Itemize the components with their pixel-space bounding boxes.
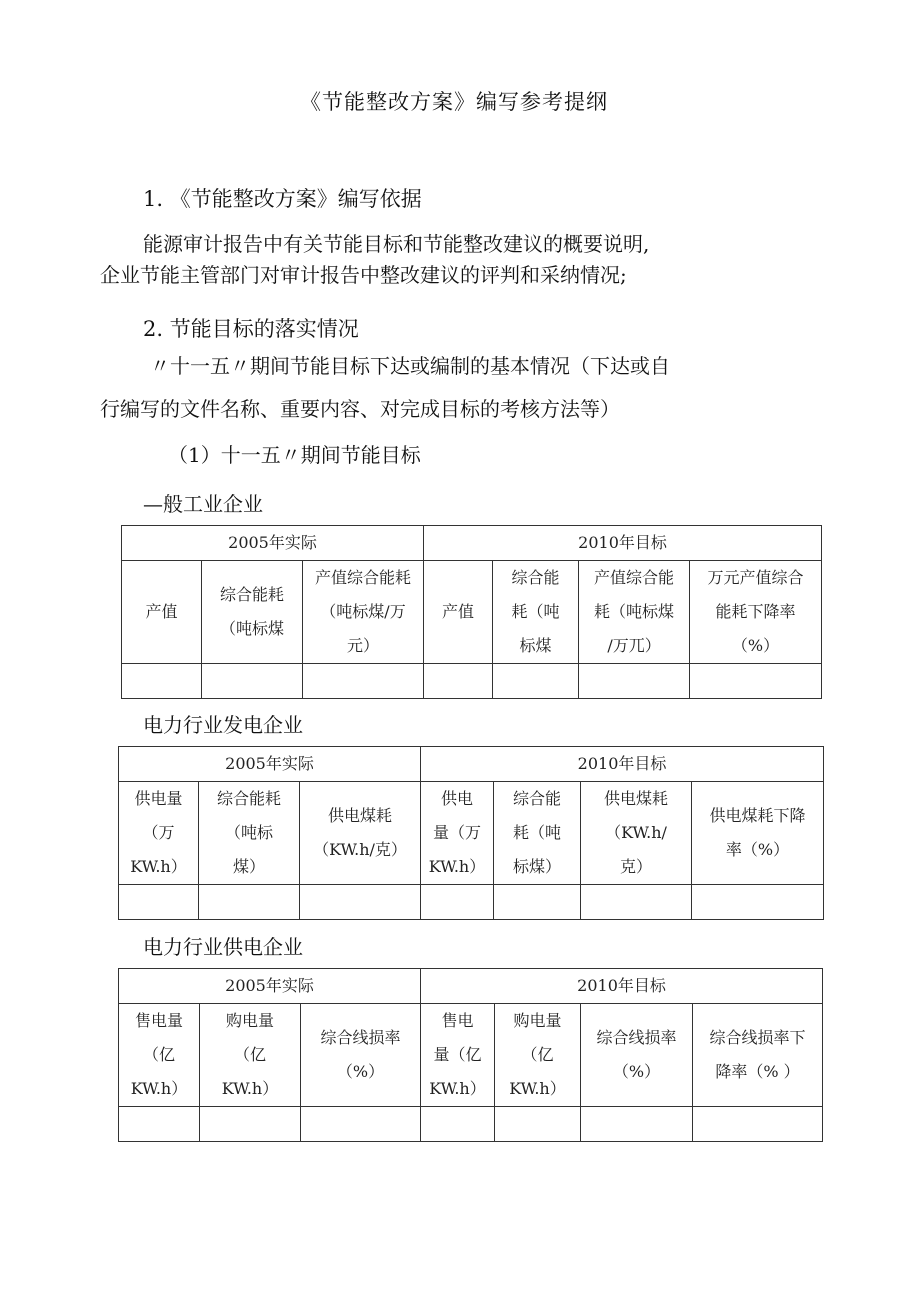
section1-para-line1: 能源审计报告中有关节能目标和节能整改建议的概要说明, xyxy=(143,232,650,256)
table1-header-cell: 产值 xyxy=(122,561,202,664)
table2-empty-cell[interactable] xyxy=(119,885,199,920)
table1-header-cell: 综合能耗 （吨标煤 xyxy=(202,561,303,664)
table1-header-cell: 产值 xyxy=(424,561,493,664)
table2-empty-cell[interactable] xyxy=(199,885,300,920)
table3-empty-cell[interactable] xyxy=(301,1107,421,1142)
table2-group-2005: 2005年实际 xyxy=(119,747,421,782)
table2-group-2010: 2010年目标 xyxy=(421,747,824,782)
table3-header-cell: 综合线损率 （%） xyxy=(581,1004,693,1107)
section1-para-line2: 企业节能主管部门对审计报告中整改建议的评判和采纳情况; xyxy=(100,263,627,287)
table3-header-cell: 综合线损率下 降率（% ） xyxy=(693,1004,823,1107)
table2-header-cell: 综合能 耗（吨 标煤） xyxy=(494,782,581,885)
table1-caption: —般工业企业 xyxy=(143,492,263,516)
section2-para-line2: 行编写的文件名称、重要内容、对完成目标的考核方法等） xyxy=(100,397,620,421)
table3-empty-cell[interactable] xyxy=(581,1107,693,1142)
table1-header-cell: 万元产值综合 能耗下降率 （%） xyxy=(690,561,822,664)
table2-power-generation xyxy=(118,746,824,920)
table2-header-cell: 供电煤耗 （KW.h/ 克） xyxy=(581,782,692,885)
table1-empty-cell[interactable] xyxy=(579,664,690,699)
table2-header-cell: 供电量 （万 KW.h） xyxy=(119,782,199,885)
table2-header-cell: 供电煤耗下降 率（%） xyxy=(692,782,824,885)
table2-header-cell: 供电 量（万 KW.h） xyxy=(421,782,494,885)
table3-caption: 电力行业供电企业 xyxy=(143,935,303,959)
table2-header-cell: 综合能耗 （吨标 煤） xyxy=(199,782,300,885)
table3-empty-cell[interactable] xyxy=(421,1107,495,1142)
page-title: 《节能整改方案》编写参考提纲 xyxy=(300,90,608,114)
table2-caption: 电力行业发电企业 xyxy=(143,713,303,737)
table3-group-2010: 2010年目标 xyxy=(421,969,823,1004)
table3-empty-cell[interactable] xyxy=(495,1107,581,1142)
table2-empty-cell[interactable] xyxy=(421,885,494,920)
table1-empty-cell[interactable] xyxy=(202,664,303,699)
table2-header-cell: 供电煤耗 （KW.h/克） xyxy=(300,782,421,885)
table3-header-cell: 售电 量（亿 KW.h） xyxy=(421,1004,495,1107)
table2-empty-cell[interactable] xyxy=(300,885,421,920)
table1-group-2005: 2005年实际 xyxy=(122,526,424,561)
table1-header-cell: 产值综合能 耗（吨标煤 /万兀） xyxy=(579,561,690,664)
table3-empty-cell[interactable] xyxy=(693,1107,823,1142)
table1-header-cell: 综合能 耗（吨 标煤 xyxy=(493,561,579,664)
table3-group-2005: 2005年实际 xyxy=(119,969,421,1004)
table3-power-supply xyxy=(118,968,823,1142)
table1-empty-cell[interactable] xyxy=(690,664,822,699)
table3-header-cell: 综合线损率 （%） xyxy=(301,1004,421,1107)
table3-header-cell: 购电量 （亿 KW.h） xyxy=(495,1004,581,1107)
table3-empty-cell[interactable] xyxy=(119,1107,200,1142)
section2-para-line1: 〃十一五〃期间节能目标下达或编制的基本情况（下达或自 xyxy=(150,354,670,378)
table1-general-industry xyxy=(121,525,822,699)
section1-heading: 1. 《节能整改方案》编写依据 xyxy=(143,187,422,211)
table3-header-cell: 购电量 （亿 KW.h） xyxy=(200,1004,301,1107)
table1-empty-cell[interactable] xyxy=(424,664,493,699)
table2-empty-cell[interactable] xyxy=(494,885,581,920)
table1-header-cell: 产值综合能耗 （吨标煤/万 元） xyxy=(303,561,424,664)
table2-empty-cell[interactable] xyxy=(581,885,692,920)
table3-header-cell: 售电量 （亿 KW.h） xyxy=(119,1004,200,1107)
table1-group-2010: 2010年目标 xyxy=(424,526,822,561)
table1-empty-cell[interactable] xyxy=(122,664,202,699)
section2-subheading: （1）十一五〃期间节能目标 xyxy=(168,443,421,467)
table1-empty-cell[interactable] xyxy=(493,664,579,699)
table3-empty-cell[interactable] xyxy=(200,1107,301,1142)
table1-empty-cell[interactable] xyxy=(303,664,424,699)
table2-empty-cell[interactable] xyxy=(692,885,824,920)
section2-heading: 2. 节能目标的落实情况 xyxy=(143,317,359,341)
